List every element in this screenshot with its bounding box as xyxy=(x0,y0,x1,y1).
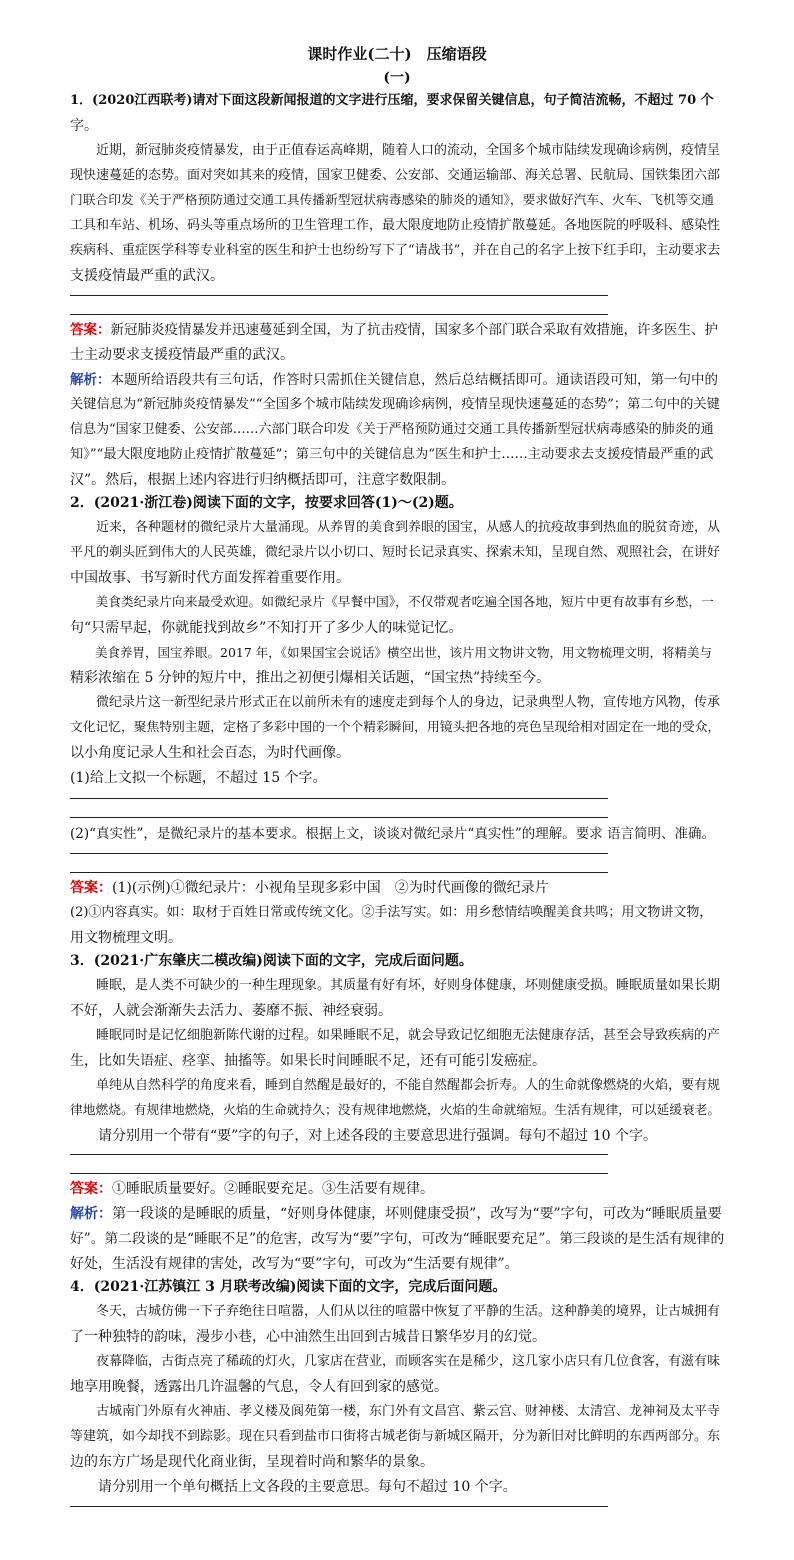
q3-passage-line: 睡眠，是人类不可缺少的一种生理现象。其质量有好有坏，好则身体健康，坏则健康受损。睡眠质量如果长期 xyxy=(70,978,721,993)
q3-analysis-line: 好”。第二段谈的是“睡眠不足”的危害，改写为“要”字句，可改为“睡眠要充足”。第三段谈的是生活有规律的 xyxy=(70,1231,725,1247)
q4-passage-line: 等建筑，如今却找不到踪影。现在只看到盐市口街将古城老街与新城区隔开，分为新旧对比鲜明的东西两部分。东 xyxy=(70,1429,721,1444)
q2-answer2-line2: 用文物梳理文明。 xyxy=(70,930,182,946)
q3-passage-line: 不好，人就会渐渐失去活力、萎靡不振、神经衰弱。 xyxy=(70,1003,392,1019)
q1-answer-line2: 士主动要求支援疫情最严重的武汉。 xyxy=(70,347,294,363)
answer-label: 答案： xyxy=(70,880,112,896)
q4-passage-line: 冬天，古城仿佛一下子弃绝往日喧嚣，人们从以往的喧嚣中恢复了平静的生活。这种静美的境界，让古城拥有 xyxy=(70,1304,721,1319)
answer-line xyxy=(70,817,608,818)
page-title: 课时作业(二十) 压缩语段 xyxy=(307,45,487,63)
q4-stem: 4．(2021·江苏镇江 3 月联考改编)阅读下面的文字，完成后面问题。 xyxy=(70,1279,507,1295)
q1-passage-line: 现快速蔓延的态势。面对突如其来的疫情，国家卫健委、公安部、交通运输部、海关总署、民航局、国铁集团六部 xyxy=(70,168,721,183)
q1-stem-line2: 字。 xyxy=(70,118,98,134)
q1-analysis-line1: 解析：本题所给语段共有三句话，作答时只需抓住关键信息，然后总结概括即可。通读语段可知，第一句中的 xyxy=(70,372,718,388)
q1-analysis-line: 汉”。然后，根据上述内容进行归纳概括即可，注意字数限制。 xyxy=(70,472,456,488)
q4-passage-line: 了一种独特的韵味，漫步小巷，心中油然生出回到古城昔日繁华岁月的幻觉。 xyxy=(70,1329,546,1345)
answer-line xyxy=(70,1154,608,1155)
q3-passage-line: 单纯从自然科学的角度来看，睡到自然醒是最好的，不能自然醒都会折寿。人的生命就像燃烧的火焰，要有规 xyxy=(70,1078,721,1093)
q2-passage-line: 平凡的剃头匠到伟大的人民英雄，微纪录片以小切口、短时长记录真实、探索未知，呈现自然、观照社会，在讲好 xyxy=(70,545,721,560)
q3-passage-line: 睡眠同时是记忆细胞新陈代谢的过程。如果睡眠不足，就会导致记忆细胞无法健康存活，甚至会导致疾病的产 xyxy=(70,1028,721,1043)
q1-analysis-line: 知》”“最大限度地防止疫情扩散蔓延”；第三句中的关键信息为“医生和护士……主动要求去支援疫情最严重的武 xyxy=(70,447,714,462)
q3-passage-line: 律地燃烧。有规律地燃烧，火焰的生命就持久；没有规律地燃烧，火焰的生命就缩短。生活有规律，可以延缓衰老。 xyxy=(70,1103,721,1118)
answer-line xyxy=(70,872,608,873)
answer-line xyxy=(70,798,608,799)
q1-analysis-line: 关键信息为“新冠肺炎疫情暴发”“全国多个城市陆续发现确诊病例，疫情呈现快速蔓延的态势”；第二句中的关键 xyxy=(70,397,720,412)
q1-answer-line1: 答案：新冠肺炎疫情暴发并迅速蔓延到全国，为了抗击疫情，国家多个部门联合采取有效措施，许多医生、护 xyxy=(70,322,718,338)
section-subtitle: (一) xyxy=(383,70,411,86)
q2-passage-line: 美食类纪录片向来最受欢迎。如微纪录片《早餐中国》，不仅带观者吃遍全国各地，短片中更有故事有乡愁，一 xyxy=(70,595,714,610)
q1-passage-line: 门联合印发《关于严格预防通过交通工具传播新型冠状病毒感染的肺炎的通知》，要求做好汽车、火车、飞机等交通 xyxy=(70,193,714,208)
answer-line xyxy=(70,853,608,854)
q3-analysis-line1: 解析：第一段谈的是睡眠的质量，“好则身体健康，坏则健康受损”，改写为“要”字句，可改为“睡眠质量要 xyxy=(70,1206,722,1222)
answer-label: 答案： xyxy=(70,1181,112,1197)
q4-prompt: 请分别用一个单句概括上文各段的主要意思。每句不超过 10 个字。 xyxy=(70,1479,517,1495)
answer-line xyxy=(70,1173,608,1174)
q1-stem-line1: 1．(2020江西联考)请对下面这段新闻报道的文字进行压缩，要求保留关键信息，句子简洁流畅，不超过 70 个 xyxy=(70,93,714,108)
q2-passage-line: 微纪录片这一新型纪录片形式正在以前所未有的速度走到每个人的身边，记录典型人物，宣传地方风物，传承 xyxy=(70,695,721,710)
q3-passage-line: 生，比如失语症、痉挛、抽搐等。如果长时间睡眠不足，还有可能引发癌症。 xyxy=(70,1053,546,1069)
q2-passage-line: 文化记忆，聚焦特别主题，定格了多彩中国的一个个精彩瞬间，用镜头把各地的亮色呈现给相对固定在一地的受众， xyxy=(70,720,721,735)
q1-analysis-line: 信息为“国家卫健委、公安部……六部门联合印发《关于严格预防通过交通工具传播新型冠状病毒感染的肺炎的通 xyxy=(70,422,714,437)
answer-line xyxy=(70,314,608,315)
q1-passage-line: 近期，新冠肺炎疫情暴发，由于正值春运高峰期，随着人口的流动，全国多个城市陆续发现确诊病例，疫情呈 xyxy=(70,143,721,158)
q1-passage-line: 疾病科、重症医学科等专业科室的医生和护士也纷纷写下了“请战书”，并在自己的名字上按下红手印，主动要求去 xyxy=(70,243,721,258)
q2-sub2: (2)“真实性”，是微纪录片的基本要求。根据上文，谈谈对微纪录片“真实性”的理解。要求 语言简明、准确。 xyxy=(70,826,716,842)
q2-passage-line: 以小角度记录人生和社会百态，为时代画像。 xyxy=(70,745,350,761)
q1-passage-line: 支援疫情最严重的武汉。 xyxy=(70,268,224,284)
answer-label: 答案： xyxy=(70,322,111,338)
q4-passage-line: 夜幕降临，古街点亮了稀疏的灯火，几家店在营业，而顾客实在是稀少，这几家小店只有几位食客，有滋有味 xyxy=(70,1354,721,1369)
q4-passage-line: 古城南门外原有火神庙、孝义楼及阆苑第一楼，东门外有文昌宫、紫云宫、财神楼、太清宫、龙神祠及太平寺 xyxy=(70,1404,721,1419)
q2-stem: 2．(2021·浙江卷)阅读下面的文字，按要求回答(1)～(2)题。 xyxy=(70,495,463,511)
answer-line xyxy=(70,295,608,296)
q2-passage-line: 精彩浓缩在 5 分钟的短片中，推出之初便引爆相关话题，“国宝热”持续至今。 xyxy=(70,670,551,686)
q4-passage-line: 边的东方广场是现代化商业街，呈现着时尚和繁华的景象。 xyxy=(70,1454,434,1470)
answer-line xyxy=(70,1506,608,1507)
q2-sub1: (1)给上文拟一个标题，不超过 15 个字。 xyxy=(70,770,327,786)
analysis-label: 解析： xyxy=(70,1206,112,1222)
q2-answer2-line1: (2)①内容真实。如：取材于百姓日常或传统文化。②手法写实。如：用乡愁情结唤醒美食共鸣；用文物讲文物， xyxy=(70,905,713,920)
q3-analysis-line: 好处，生活没有规律的害处，改写为“要”字句，可改为“生活要有规律”。 xyxy=(70,1256,519,1272)
analysis-label: 解析： xyxy=(70,372,111,388)
q2-answer1: 答案：(1)(示例)①微纪录片：小视角呈现多彩中国 ②为时代画像的微纪录片 xyxy=(70,880,549,896)
q1-passage-line: 工具和车站、机场、码头等重点场所的卫生管理工作，最大限度地防止疫情扩散蔓延。各地医院的呼吸科、感染性 xyxy=(70,218,721,233)
q3-prompt: 请分别用一个带有“要”字的句子，对上述各段的主要意思进行强调。每句不超过 10 个字。 xyxy=(70,1128,658,1144)
q2-passage-line: 中国故事、书写新时代方面发挥着重要作用。 xyxy=(70,570,350,586)
q4-passage-line: 地享用晚餐，透露出几许温馨的气息，令人有回到家的感觉。 xyxy=(70,1379,448,1395)
q2-passage-line: 近来，各种题材的微纪录片大量涌现。从养胃的美食到养眼的国宝，从感人的抗疫故事到热血的脱贫奇迹，从 xyxy=(70,520,721,535)
q2-passage-line: 美食养胃，国宝养眼。2017 年，《如果国宝会说话》横空出世，该片用文物讲文物，用文物梳理文明，将精美与 xyxy=(70,645,713,660)
q3-stem: 3．(2021·广东肇庆二模改编)阅读下面的文字，完成后面问题。 xyxy=(70,953,473,969)
q3-answer: 答案：①睡眠质量要好。②睡眠要充足。③生活要有规律。 xyxy=(70,1181,434,1197)
q2-passage-line: 句“只需早起，你就能找到故乡”不知打开了多少人的味觉记忆。 xyxy=(70,620,463,636)
